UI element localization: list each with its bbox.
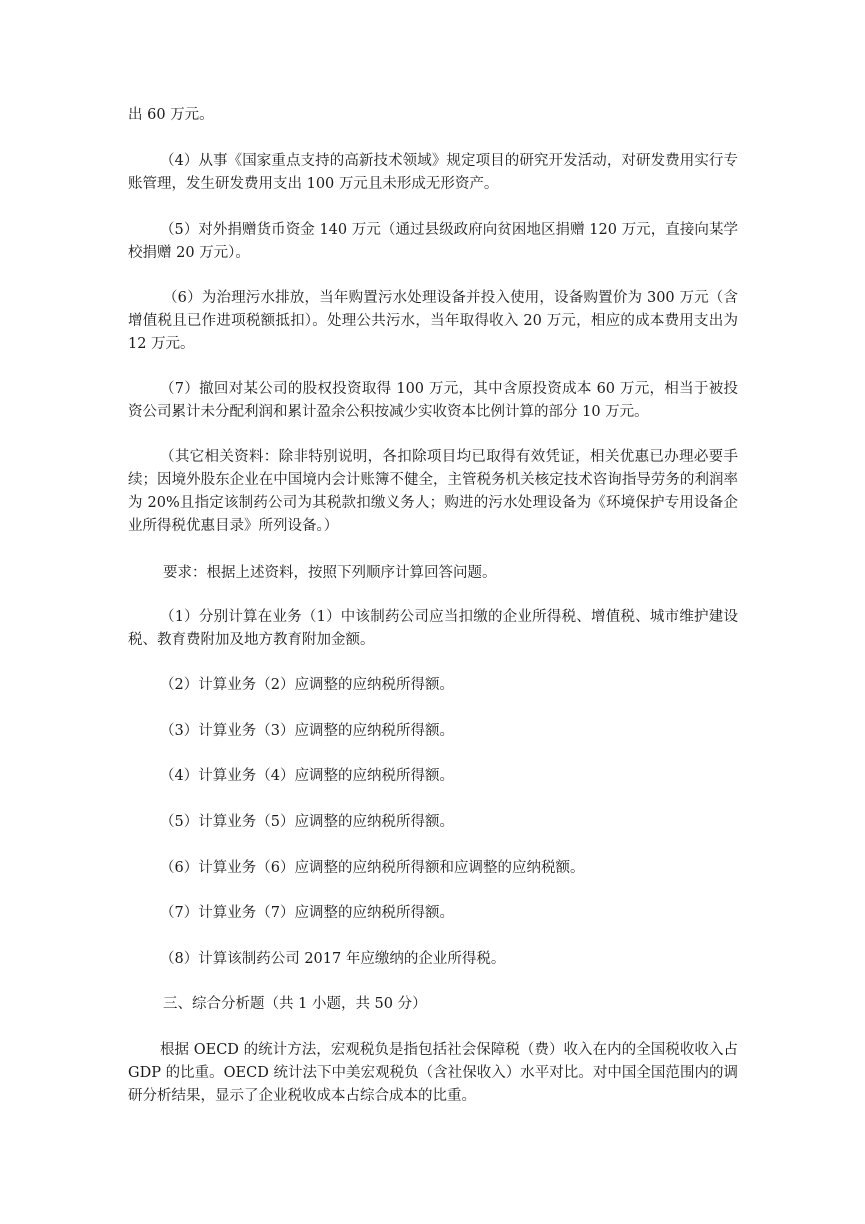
question-3: （3）计算业务（3）应调整的应纳税所得额。	[160, 723, 454, 739]
question-7: （7）计算业务（7）应调整的应纳税所得额。	[160, 905, 454, 921]
question-1: （1）分别计算在业务（1）中该制药公司应当扣缴的企业所得税、增值税、城市维护建设税、教育费附加及地方教育附加金额。	[128, 609, 738, 648]
section-heading-3: 三、综合分析题（共 1 小题，共 50 分）	[163, 996, 427, 1012]
question-4: （4）计算业务（4）应调整的应纳税所得额。	[160, 768, 454, 784]
paragraph-item-4: （4）从事《国家重点支持的高新技术领域》规定项目的研究开发活动，对研发费用实行专账管理，发生研发费用支出 100 万元且未形成无形资产。	[128, 153, 738, 192]
question-2: （2）计算业务（2）应调整的应纳税所得额。	[160, 677, 454, 693]
question-8: （8）计算该制药公司 2017 年应缴纳的企业所得税。	[160, 951, 506, 967]
question-5: （5）计算业务（5）应调整的应纳税所得额。	[160, 814, 454, 830]
paragraph-requirements: 要求：根据上述资料，按照下列顺序计算回答问题。	[163, 565, 497, 581]
paragraph-item-5: （5）对外捐赠货币资金 140 万元（通过县级政府向贫困地区捐赠 120 万元，直接向某学校捐赠 20 万元）。	[128, 222, 738, 261]
paragraph-continuation: 出 60 万元。	[128, 107, 214, 123]
question-6: （6）计算业务（6）应调整的应纳税所得额和应调整的应纳税额。	[160, 860, 585, 876]
paragraph-item-6: （6）为治理污水排放，当年购置污水处理设备并投入使用，设备购置价为 300 万元（含增值税且已作进项税额抵扣）。处理公共污水，当年取得收入 20 万元，相应的成本费用支出为 12 万元。	[128, 290, 738, 352]
paragraph-analysis-intro: 根据 OECD 的统计方法，宏观税负是指包括社会保障税（费）收入在内的全国税收收入占 GDP 的比重。OECD 统计法下中美宏观税负（含社保收入）水平对比。对中国全国范围内的调研分析结果，显示了企业税收成本占综合成本的比重。	[128, 1042, 738, 1104]
paragraph-item-7: （7）撤回对某公司的股权投资取得 100 万元，其中含原投资成本 60 万元，相当于被投资公司累计未分配利润和累计盈余公积按减少实收资本比例计算的部分 10 万元。	[128, 381, 738, 420]
paragraph-other-info: （其它相关资料：除非特别说明，各扣除项目均已取得有效凭证，相关优惠已办理必要手续；因境外股东企业在中国境内会计账簿不健全，主管税务机关核定技术咨询指导劳务的利润率为 20%且指定该制药公司为其税款扣缴义务人；购进的污水处理设备为《环境保护专用设备企业所得税优惠目录》所列设备。）	[128, 449, 738, 534]
